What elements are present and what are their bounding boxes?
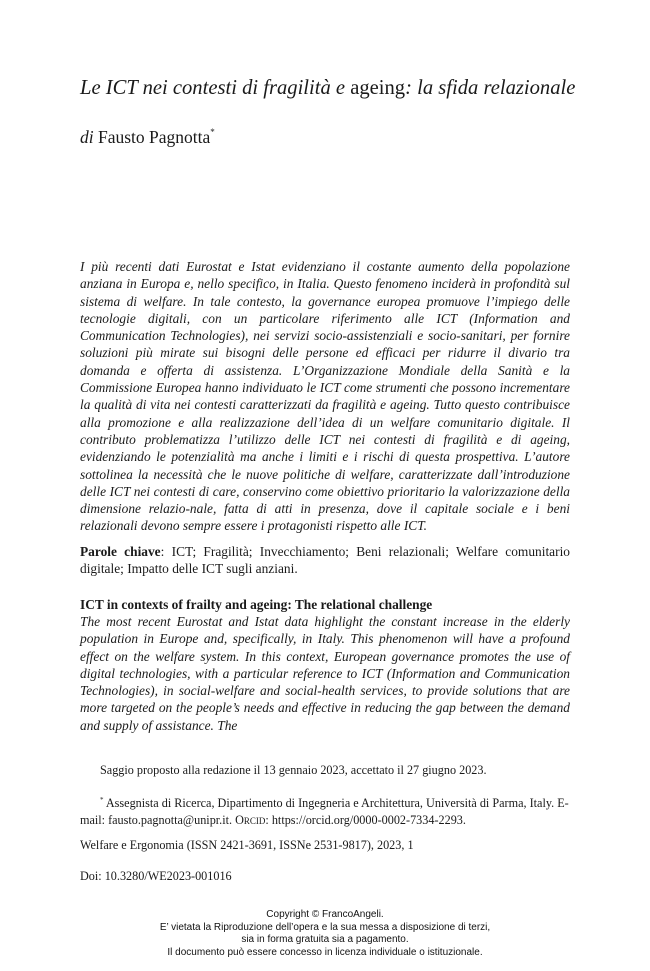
english-title: ICT in contexts of frailty and ageing: The relational challenge <box>80 597 433 612</box>
affiliation-text: Assegnista di Ricerca, Dipartimento di Ingegneria e Architettura, Università di Parma, Italy. E-mail: fausto.pagnotta@unipr.it. <box>80 796 569 827</box>
abstract-english-text: The most recent Eurostat and Istat data highlight the constant increase in the elderly population in Europe and, specifically, in Italy. This phenomenon will have a profound effect on the welfare system. In this context, European governance promotes the use of digital technologies, with a particular reference to ICT (Information and Communication Technologies), in social-welfare and social-health services, to provide solutions that are more targeted on the people’s needs and effective in reducing the gap between the demand and supply of assistance. The <box>80 614 570 733</box>
copyright-line-3: sia in forma gratuita sia a pagamento. <box>241 934 409 946</box>
keywords <box>80 543 570 578</box>
submission-note: Saggio proposto alla redazione il 13 gennaio 2023, accettato il 27 giugno 2023. <box>100 763 487 777</box>
keywords-list: : ICT; Fragilità; Invecchiamento; Beni relazionali; Welfare comunitario digitale; Impatto delle ICT sugli anziani. <box>80 544 570 577</box>
copyright-line-1: Copyright © FrancoAngeli. <box>266 909 384 920</box>
copyright-notice <box>100 909 550 960</box>
keywords-label: Parole chiave <box>80 544 161 559</box>
title-part-1: Le ICT nei contesti di fragilità e <box>80 77 346 99</box>
journal-info: Welfare e Ergonomia (ISSN 2421-3691, ISSNe 2531-9817), 2023, 1 <box>80 838 414 852</box>
orcid-label: Orcid <box>235 812 266 827</box>
title-part-2: ageing <box>350 77 406 99</box>
author-line <box>80 120 215 149</box>
orcid-value: : https://orcid.org/0000-0002-7334-2293. <box>265 812 466 827</box>
title-part-3: : la sfida relazionale <box>405 77 576 99</box>
abstract-english <box>80 613 570 734</box>
copyright-line-2: E’ vietata la Riproduzione dell’opera e la sua messa a disposizione di terzi, <box>159 921 491 933</box>
affiliation-marker: * <box>100 796 104 804</box>
abstract-italian-text: I più recenti dati Eurostat e Istat evidenziano il costante aumento della popolazione anziana in Europa e, nello specifico, in Italia. Questo fenomeno inciderà in profondità sul sistema di welfare. In tale contesto, la governance europea promuove l’impiego delle tecnologie digitali, con un particolare riferimento alle ICT (Information and Communication Technologies), nei servizi socio-assistenziali e socio-sanitari, per fornire soluzioni più mirate sui bisogni delle persone ed efficaci per ridurre il divario tra domanda e offerta di assistenza. L’Organizzazione Mondiale della Sanità e la Commissione Europea hanno individuato le ICT come strumenti che possono incrementare la qualità di vita nei contesti caratterizzati da fragilità e ageing. Tutto questo contribuisce alla promozione e alla realizzazione dell’idea di un welfare comunitario digitale. Il contributo problematizza l’utilizzo delle ICT nei contesti di fragilità e di ageing, evidenziando le potenzialità ma anche i limiti e i rischi di questa prospettiva. L’autore sottolinea la necessità che le nuove politiche di welfare, caratterizzate dall’introduzione delle ICT nei contesti di care, conservino come obiettivo prioritario la valorizzazione della dimensione relazio-nale, fatta di atti in presenza, dove il capitale sociale e i beni relazionali devono sempre essere i protagonisti rispetto alle ICT. <box>80 259 570 534</box>
affiliation-note <box>80 792 570 828</box>
article-title <box>80 74 600 102</box>
abstract-italian <box>80 258 570 535</box>
author-footnote-marker: * <box>210 127 215 137</box>
doi: Doi: 10.3280/WE2023-001016 <box>80 869 232 883</box>
copyright-line-4: Il documento può essere concesso in licenza individuale o istituzionale. <box>167 947 483 959</box>
author-prefix: di <box>80 127 94 147</box>
author-name: Fausto Pagnotta <box>98 127 211 147</box>
